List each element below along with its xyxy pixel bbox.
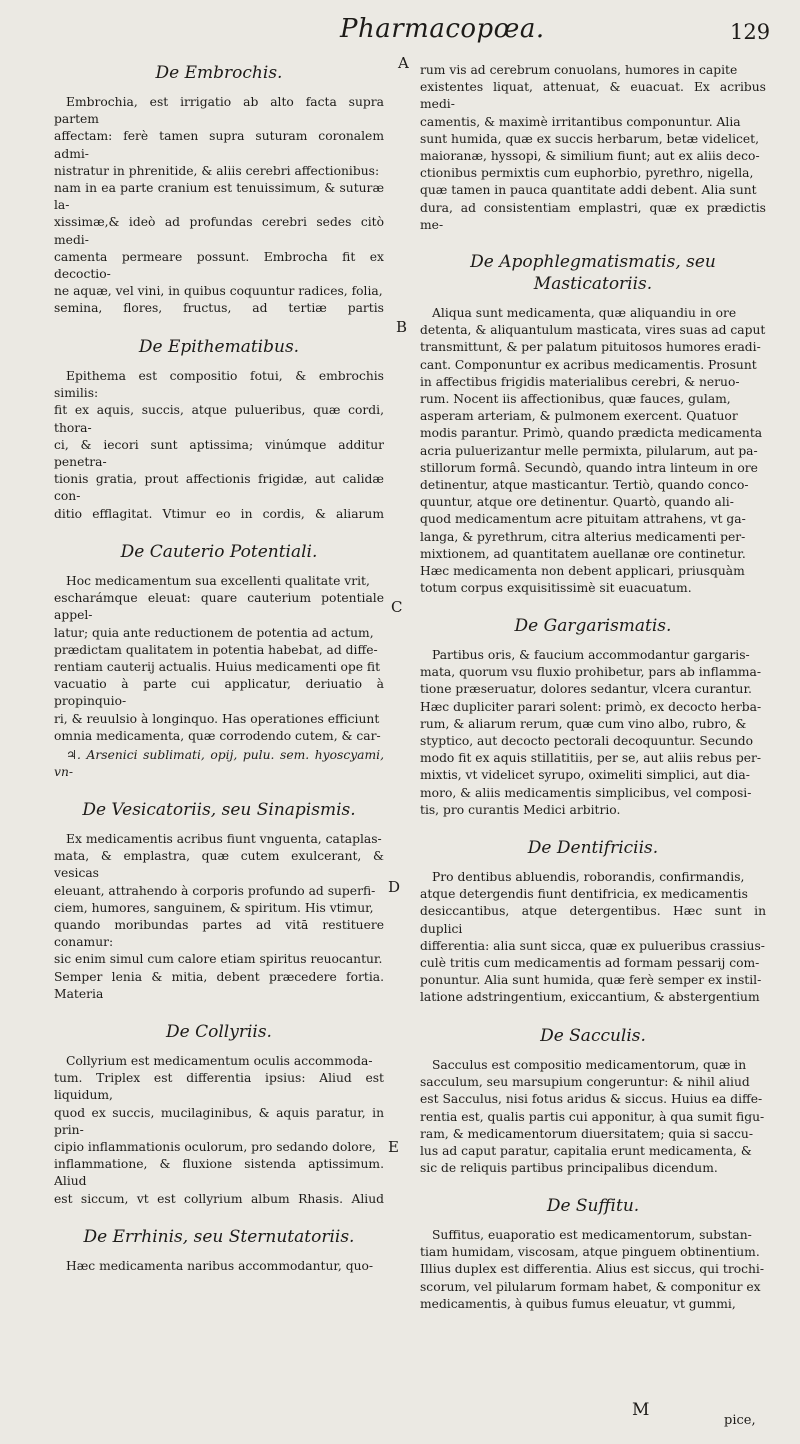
recipe-cauterio: ♃. Arsenici sublimati, opij, pulu. sem. hyoscyami, vn- bbox=[54, 748, 384, 780]
section-text-cauterio: Hoc medicamentum sua excellenti qualitate vrit, escharámque eleuat: quare cauterium potentiale appel- latur; quia ante reductionem de potentia ad actum, prædictam qualitatem in potentia habebat, ad diffe- rentiam cauterij actualis. Huius medicamenti ope fit vacuatio à parte cui applicatur, deriuatio à propinquio- ri, & reuulsio à longinquo. Has operationes efficiunt omnia medicamenta, quæ corrodendo cutem, & car- bbox=[54, 574, 384, 743]
right-column bbox=[420, 62, 766, 1331]
margin-letter-b: B bbox=[396, 318, 408, 336]
section-text-vesicatoriis: Ex medicamentis acribus fiunt vnguenta, cataplas- mata, & emplastra, quæ cutem exulcerant, & vesicas eleuant, attrahendo à corporis profundo ad superfi- ciem, humores, sanguinem, & spiritum. His vtimur, quando moribundas partes ad vitā restituere conamur: sic enim simul cum calore etiam spiritus reuocantur. Semper lenia & mitia, debent præcedere fortia. Materia bbox=[54, 832, 384, 1001]
margin-letter-d: D bbox=[388, 878, 401, 896]
section-text-gargarismatis: Partibus oris, & faucium accommodantur gargaris- mata, quorum vsu fluxio prohibetur, pars ab inflamma- tione præseruatur, dolores sedantur, vlcera curantur. Hæc dupliciter parari solent: primò, ex decocto herba- rum, & aliarum rerum, quæ cum vino albo, rubro, & styptico, aut decocto pectorali decoquuntur. Secundo modo fit ex aquis stillatitiis, per se, aut aliis rebus per- mixtis, vt videlicet syrupo, oximeliti simplici, aut dia- moro, & aliis medicamentis simplicibus, vel composi- tis, pro curantis Medici arbitrio. bbox=[420, 648, 762, 817]
section-text-errhinis: Hæc medicamenta naribus accommodantur, quo- bbox=[66, 1259, 374, 1273]
section-title-apophlegmatismatis: De Apophlegmatismatis, seu Masticatoriis. bbox=[470, 252, 716, 294]
section-title-embrochis: De Embrochis. bbox=[155, 63, 283, 83]
section-title-sacculis: De Sacculis. bbox=[540, 1026, 646, 1046]
section-text-collyriis: Collyrium est medicamentum oculis accommoda- tum. Triplex est differentia ipsius: Aliud est liquidum, quod ex succis, mucilaginibus, & aquis paratur, in prin- cipio inflammationis oculorum, pro sedando dolore, inflammatione, & fluxione sistenda aptissimum. Aliud est siccum, vt est collyrium album Rhasis. Aliud bbox=[54, 1054, 384, 1206]
running-head: Pharmacopœa. bbox=[340, 14, 545, 44]
section-text-errhinis-continued: rum vis ad cerebrum conuolans, humores in capite existentes liquat, attenuat, & euacuat. Ex acribus medi- camentis, & maximè irritantibus componuntur. Alia sunt humida, quæ ex succis herbarum, betæ videlicet, maioranæ, hyssopi, & similium fiunt; aut ex aliis deco- ctionibus permixtis cum euphorbio, pyrethro, nigella, quæ tamen in pauca quantitate addi debent. Alia sunt dura, ad consistentiam emplastri, quæ ex prædictis me- bbox=[420, 63, 766, 232]
section-text-embrochis: Embrochia, est irrigatio ab alto facta supra partem affectam: ferè tamen supra suturam coronalem admi- nistratur in phrenitide, & aliis cerebri affectionibus: nam in ea parte cranium est tenuissimum, & suturæ la- xissimæ,& ideò ad profundas cerebri sedes citò medi- camenta permeare possunt. Embrocha fit ex decoctio- ne aquæ, vel vini, in quibus coquuntur radices, folia, semina, flores, fructus, ad tertiæ partis bbox=[54, 95, 384, 316]
section-text-suffitu: Suffitus, euaporatio est medicamentorum, substan- tiam humidam, viscosam, atque pinguem obtinentium. Illius duplex est differentia. Alius est siccus, qui trochi- scorum, vel pilularum formam habet, & componitur ex medicamentis, à quibus fumus eleuatur, vt gummi, bbox=[420, 1228, 765, 1311]
page-number: 129 bbox=[730, 20, 771, 44]
section-title-collyriis: De Collyriis. bbox=[166, 1022, 272, 1042]
catchword: pice, bbox=[724, 1413, 756, 1428]
section-text-sacculis: Sacculus est compositio medicamentorum, quæ in sacculum, seu marsupium congeruntur: & nihil aliud est Sacculus, nisi fotus aridus & siccus. Huius ea diffe- rentia est, qualis partis cui apponitur, à qua sumit figu- ram, & medicamentorum diuersitatem; quia si saccu- lus ad caput paratur, capitalia erunt medicamenta, & sic de reliquis partibus principalibus dicendum. bbox=[420, 1058, 765, 1176]
section-title-gargarismatis: De Gargarismatis. bbox=[514, 616, 672, 636]
section-title-vesicatoriis: De Vesicatoriis, seu Sinapismis. bbox=[82, 800, 356, 820]
section-text-epithematibus: Epithema est compositio fotui, & embrochis similis: fit ex aquis, succis, atque pulueribus, quæ cordi, thora- ci, & iecori sunt aptissima; vinúmque additur penetra- tionis gratia, prout affectionis frigidæ, aut calidæ con- ditio efflagitat. Vtimur eo in cordis, & aliarum bbox=[54, 369, 384, 521]
section-text-dentifriciis: Pro dentibus abluendis, roborandis, confirmandis, atque detergendis fiunt dentifricia, ex medicamentis desiccantibus, atque detergentibus. Hæc sunt in duplici differentia: alia sunt sicca, quæ ex pulueribus crassius- culè tritis cum medicamentis ad formam pessarij com- ponuntur. Alia sunt humida, quæ ferè semper ex instil- latione adstringentium, exiccantium, & abstergentium bbox=[420, 870, 766, 1005]
left-column bbox=[54, 62, 384, 1293]
margin-letter-e: E bbox=[388, 1138, 399, 1156]
margin-letter-a: A bbox=[398, 54, 409, 72]
section-title-dentifriciis: De Dentifriciis. bbox=[527, 838, 659, 858]
section-text-apophlegmatismatis: Aliqua sunt medicamenta, quæ aliquandiu in ore detenta, & aliquantulum masticata, vires suas ad caput transmittunt, & per palatum pituitosos humores eradi- cant. Componuntur ex acribus medicamentis. Prosunt in affectibus frigidis materialibus cerebri, & neruo- rum. Nocent iis affectionibus, quæ fauces, gulam, asperam arteriam, & pulmonem exercent. Quatuor modis parantur. Primò, quando prædicta medicamenta acria puluerizantur melle permixta, pilularum, aut pa- stillorum formâ. Secundò, quando intra linteum in ore detinentur, atque masticantur. Tertiò, quando conco- quuntur, atque ore detinentur. Quartò, quando ali- quod medicamentum acre pituitam attrahens, vt ga- langa, & pyrethrum, citra alterius medicamenti per- mixtionem, ad quantitatem auellanæ ore continetur. Hæc medicamenta non debent applicari, priusquàm totum corpus exquisitissimè sit euacuatum. bbox=[420, 306, 766, 596]
section-title-cauterio: De Cauterio Potentiali. bbox=[120, 542, 318, 562]
section-title-errhinis: De Errhinis, seu Sternutatoriis. bbox=[83, 1227, 355, 1247]
signature-mark: M bbox=[632, 1400, 650, 1420]
section-title-suffitu: De Suffitu. bbox=[546, 1196, 640, 1216]
margin-letter-c: C bbox=[391, 598, 403, 616]
section-title-epithematibus: De Epithematibus. bbox=[138, 337, 300, 357]
